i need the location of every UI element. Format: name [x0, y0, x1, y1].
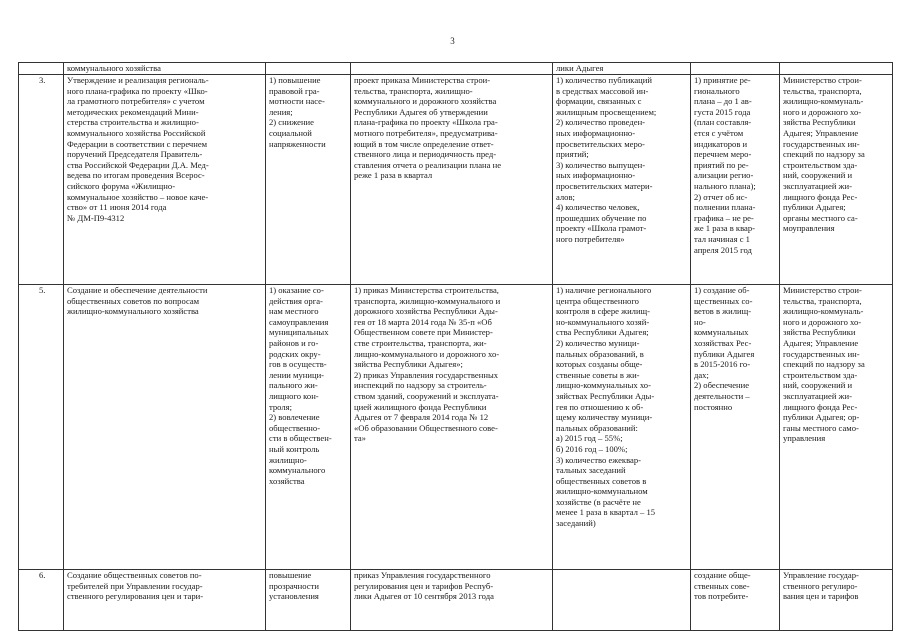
continuation-row — [19, 63, 893, 75]
cell-responsible: Министерство строи- тельства, транспорта, жилищно-коммуналь- ного и дорожного хо- зяйства Республики Адыгея; Управление государственных ин- спекций по надзору за строительством зда- ний, сооружений и эксплуатацией жи- лищного фонда Рес- публики Адыгея; ор- ганы местного само- управления — [780, 285, 893, 570]
cell-document: проект приказа Министерства строи- тельства, транспорта, жилищно- коммунального и дорожного хозяйства Республики Адыгея об утверждении плана-графика по проекту «Школа гра- мотного потребителя», предусматрива- ющий в том числе определение ответ- ственного лица и периодичность пред- ставления отчета о реализации плана не реже 1 раза в квартал — [351, 75, 553, 285]
cell-measure: Утверждение и реализация региональ- ного плана-графика по проекту «Шко- ла грамотного потребителя» с учетом методических рекомендаций Мини- стерства строительства и жилищно- коммунального хозяйства Российской Федерации в соответствии с перечнем поручений Председателя Правитель- ства Российской Федерации Д.А. Мед- ведева по итогам проведения Всерос- сийского форума «Жилищно- коммунальное хозяйство – новое каче- ство» от 11 июня 2014 года № ДМ-П9-4312 — [64, 75, 266, 285]
row-number: 5. — [19, 285, 64, 570]
cell-deadline: 1) создание об- щественных со- ветов в жилищ- но- коммунальных хозяйствах Рес- публики Адыгея в 2015-2016 го- дах; 2) обеспечение деятельности – постоянно — [691, 285, 780, 570]
table-row — [19, 75, 893, 285]
page-number: 3 — [450, 36, 455, 46]
row-number: 3. — [19, 75, 64, 285]
cell-measure: Создание и обеспечение деятельности общественных советов по вопросам жилищно-коммунального хозяйства — [64, 285, 266, 570]
cell-deadline: 1) принятие ре- гионального плана – до 1 ав- густа 2015 года (план составля- ется с учётом индикаторов и перечнем меро- приятий по ре- ализации регио- нального плана); 2) отчет об ис- полнении плана- графика – не ре- же 1 раза в квар- тал начиная с 1 апреля 2015 год — [691, 75, 780, 285]
cell-goal: 1) оказание со- действия орга- нам местного самоуправления муниципальных районов и го- родских окру- гов в осуществ- лении муници- пального жи- лищного кон- троля; 2) вовлечение общественно- сти в обществен- ный контроль жилищно- коммунального хозяйства — [266, 285, 351, 570]
measures-table — [18, 62, 893, 631]
cell-document: 1) приказ Министерства строительства, транспорта, жилищно-коммунального и дорожного хозяйства Республики Ады- гея от 18 марта 2014 года № 35-п «Об Общественном совете при Министер- стве строительства, транспорта, жи- лищно-коммунального и дорожного хо- зяйства Республики Адыгея»; 2) приказ Управления государственных инспекций по надзору за строитель- ством зданий, сооружений и эксплуата- цией жилищного фонда Республики Адыгея от 7 февраля 2014 года № 12 «Об образовании Общественного сове- та» — [351, 285, 553, 570]
cell-measure: Создание общественных советов по- требителей при Управлении государ- ственного регулирования цен и тари- — [64, 570, 266, 631]
cell-goal: повышение прозрачности установления — [266, 570, 351, 631]
table-row — [19, 285, 893, 570]
cell-deadline — [691, 63, 780, 75]
cell-responsible: Управление государ- ственного регулиро- вания цен и тарифов — [780, 570, 893, 631]
cell-indicator: 1) количество публикаций в средствах массовой ин- формации, связанных с жилищным просвещением; 2) количество проведен- ных информационно- просветительских меро- приятий; 3) количество выпущен- ных информационно- просветительских матери- алов; 4) количество человек, прошедших обучение по проекту «Школа грамот- ного потребителя» — [553, 75, 691, 285]
cell-deadline: создание обще- ственных сове- тов потребите- — [691, 570, 780, 631]
table-row — [19, 570, 893, 631]
cell-indicator — [553, 570, 691, 631]
cell-goal: 1) повышение правовой гра- мотности насе- ления; 2) снижение социальной напряженности — [266, 75, 351, 285]
cell-indicator: лики Адыгея — [553, 63, 691, 75]
row-number: 6. — [19, 570, 64, 631]
cell-goal — [266, 63, 351, 75]
cell-document — [351, 63, 553, 75]
cell-number — [19, 63, 64, 75]
cell-indicator: 1) наличие регионального центра общественного контроля в сфере жилищ- но-коммунального хозяй- ства Республики Адыгея; 2) количество муници- пальных образований, в которых созданы обще- ственные советы в жи- лищно-коммунальных хо- зяйствах Республики Ады- гея по отношению к об- щему количеству муници- пальных образований: а) 2015 год – 55%; б) 2016 год – 100%; 3) количество ежеквар- тальных заседаний общественных советов в жилищно-коммунальном хозяйстве (в расчёте не менее 1 раза в квартал – 15 заседаний) — [553, 285, 691, 570]
cell-document: приказ Управления государственного регулирования цен и тарифов Респуб- лики Адыгея от 10 сентября 2013 года — [351, 570, 553, 631]
cell-responsible: Министерство строи- тельства, транспорта, жилищно-коммуналь- ного и дорожного хо- зяйства Республики Адыгея; Управление государственных ин- спекций по надзору за строительством зда- ний, сооружений и эксплуатацией жи- лищного фонда Рес- публики Адыгея; органы местного са- моуправления — [780, 75, 893, 285]
cell-responsible — [780, 63, 893, 75]
cell-measure: коммунального хозяйства — [64, 63, 266, 75]
